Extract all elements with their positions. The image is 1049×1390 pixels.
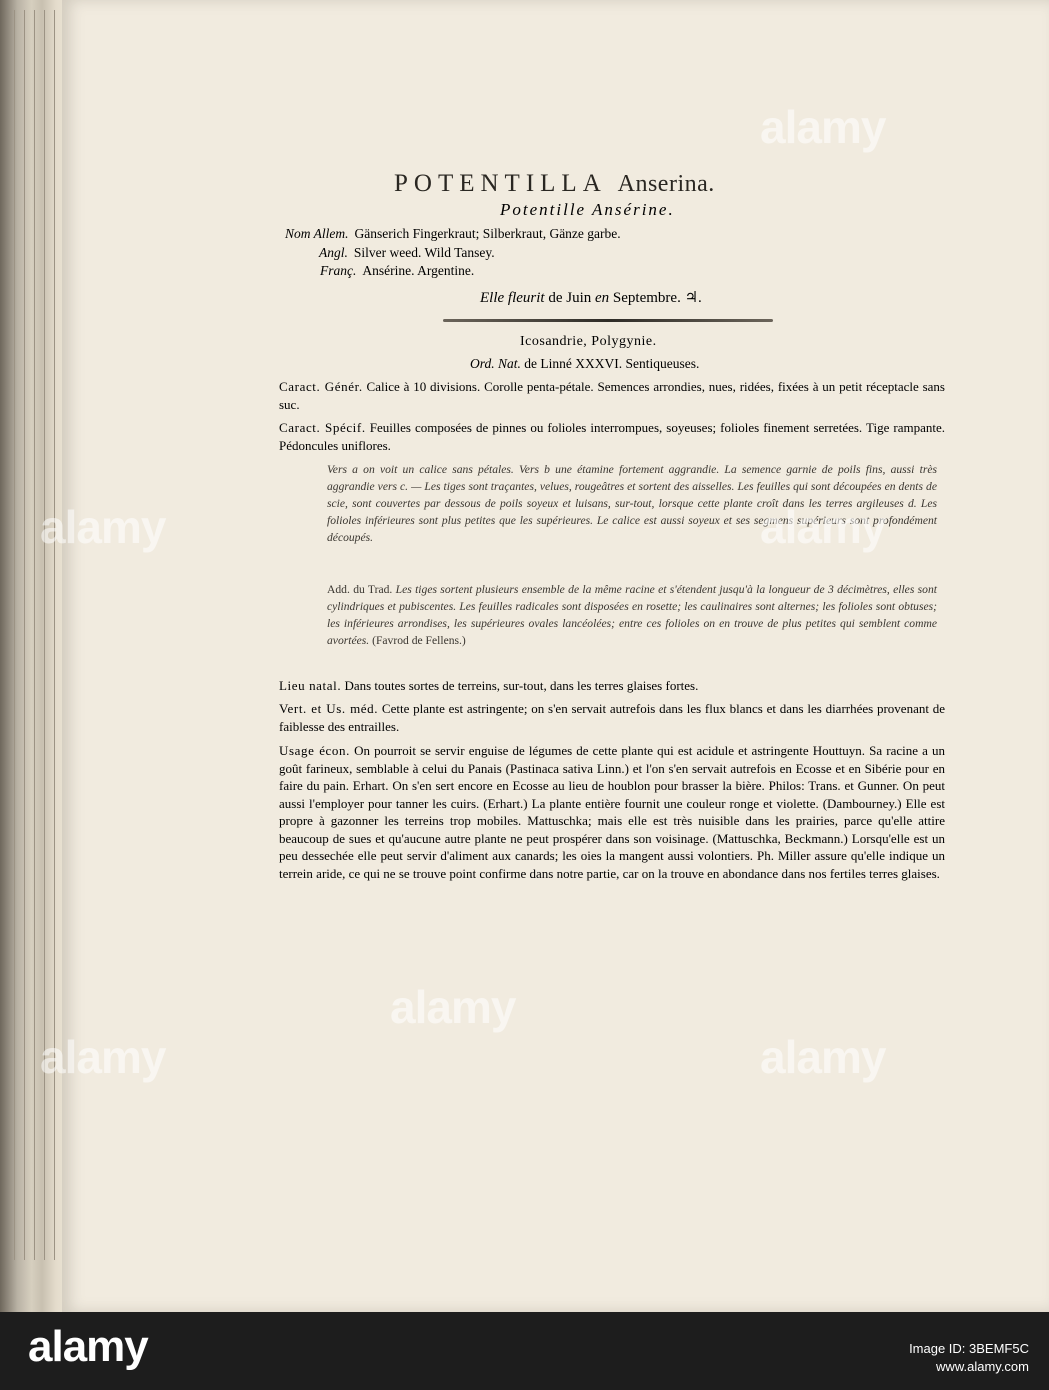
paragraph-lead: Caract. Spécif. [279, 420, 366, 435]
french-name: Potentille Ansérine. [500, 200, 675, 219]
watermark-logo: alamy [40, 501, 166, 553]
watermark-logo: alamy [760, 101, 886, 153]
common-name-label: Franç. [320, 263, 357, 278]
watermark-banner-info [909, 1340, 1029, 1376]
paragraph-lieu-natal [279, 677, 945, 695]
note-translator [327, 581, 937, 649]
flowering-period [480, 288, 702, 307]
watermark-logo: alamy [40, 1031, 166, 1083]
title-genus: POTENTILLA [394, 170, 606, 197]
common-name-text: Ansérine. Argentine. [362, 263, 475, 278]
note-credit: (Favrod de Fellens.) [372, 634, 466, 647]
ornamental-rule [443, 319, 773, 322]
book-page-edges [0, 0, 70, 1320]
paragraph-lead: Add. du Trad. [327, 583, 393, 596]
page-edge-line [14, 10, 15, 1260]
watermark-logo: alamy [760, 501, 886, 553]
paragraph-caract-specif [279, 419, 945, 454]
common-name-row [319, 245, 495, 261]
flowering-text: Septembre. ♃. [612, 290, 702, 306]
watermark-logo: alamy [390, 981, 516, 1033]
paragraph-text: Dans toutes sortes de terreins, sur-tout, dans les terres glaises fortes. [344, 678, 699, 693]
watermark-banner [0, 1312, 1049, 1390]
common-name-label: Nom Allem. [285, 226, 349, 241]
common-name-text: Silver weed. Wild Tansey. [353, 245, 495, 260]
page-title [394, 170, 715, 198]
linnaean-system: Icosandrie, Polygynie. [520, 334, 657, 349]
watermark-logo: alamy [760, 1031, 886, 1083]
paragraph-lead: Usage écon. [279, 743, 350, 758]
common-name-text: Gänserich Fingerkraut; Silberkraut, Gänze garbe. [354, 226, 621, 241]
flowering-text: en [595, 290, 610, 306]
paragraph-lead: Caract. Génér. [279, 379, 363, 394]
common-name-row [285, 226, 621, 242]
paragraph-text: Cette plante est astringente; on s'en servait autrefois dans les flux blancs et dans les diarrhées provenant de faiblesse des entrailles. [279, 701, 945, 734]
watermark-banner-logo: alamy [28, 1322, 148, 1371]
note-figure-description: Vers a on voit un calice sans pétales. Vers b une étamine fortement aggrandie. La semence garnie de poils fins, aussi très aggrandie vers c. — Les tiges sont traçantes, velues, rougeâtres et sortent des aisselles. Les feuilles qui sont découpées en dents de scie, sont couvertes par dessous de poils soyeux et luisans, sur-tout, lorsque cette plante croît dans les terres argileuses d. Les folioles inférieures sont plus petites que les supérieures. Le calice est aussi soyeux et ses segmens supérieurs sont profondément découpés. [327, 463, 937, 544]
paragraph-caract-gener [279, 378, 945, 413]
page-edge-line [34, 10, 35, 1260]
paragraph-text: Les tiges sortent plusieurs ensemble de la même racine et s'étendent jusqu'à la longueur de 3 décimètres, elles sont cylindriques et pubiscentes. Les feuilles radicales sont disposées en rosette; les caulinaires sont alternes; les folioles sont obtuses; les inférieures arrondises, les supérieures ovales lancéolées; entre ces folioles on en trouve de plus petites qui semblent comme avortées. [327, 583, 937, 647]
common-name-label: Angl. [319, 245, 348, 260]
paragraph-vertus [279, 700, 945, 735]
paragraph-text: Calice à 10 divisions. Corolle penta-pétale. Semences arrondies, nues, ridées, fixées à un petit réceptacle sans suc. [279, 379, 945, 412]
paragraph-text: Feuilles composées de pinnes ou folioles interrompues, soyeuses; folioles finement serretées. Tige rampante. Pédoncules uniflores. [279, 420, 945, 453]
flowering-text: de Juin [548, 290, 592, 306]
paragraph-text: On pourroit se servir enguise de légumes de cette plante qui est acidule et astringente Houttuyn. Sa racine a un goût farineux, semblable à celui du Panais (Pastinaca sativa Linn.) et l'on s'en servait autrefois en Ecosse et en Sibérie pour en faire du pain. Erhart. On s'en sert encore en Ecosse au lieu de houblon pour brasser la bière. Philos: Trans. et Gunner. On peut aussi l'employer pour tanner les cuirs. (Erhart.) La plante entière fournit une couleur ronge et violette. (Dambourney.) Elle est propre à gazonner les terreins trop mobiles. Mattuschka; mais elle est très nuisible dans les prairies, parce qu'elle attire beaucoup de sues et qu'aucune autre plante ne peut prospérer dans son voisinage. (Mattuschka, Beckmann.) Lorsqu'elle est un peu dessechée elle peut servir d'aliment aux canards; les oies la mangent aussi volontiers. Ph. Miller assure qu'elle indique un terrein aride, ce qui ne se trouve point confirme dans notre partie, car on la trouve en abondance dans nos fertiles terres glaises. [279, 743, 945, 881]
order-text: de Linné XXXVI. Sentiqueuses. [524, 356, 700, 371]
common-name-row [320, 263, 474, 279]
site-url: www.alamy.com [936, 1359, 1029, 1374]
paragraph-lead: Vert. et Us. méd. [279, 701, 379, 716]
flowering-text: Elle fleurit [480, 290, 545, 306]
natural-order [470, 356, 699, 372]
paragraph-usage [279, 742, 945, 882]
image-id: Image ID: 3BEMF5C [909, 1341, 1029, 1356]
title-species: Anserina. [617, 171, 715, 197]
paragraph-lead: Lieu natal. [279, 678, 342, 693]
order-label: Ord. Nat. [470, 356, 521, 371]
page-edge-line [24, 10, 25, 1260]
